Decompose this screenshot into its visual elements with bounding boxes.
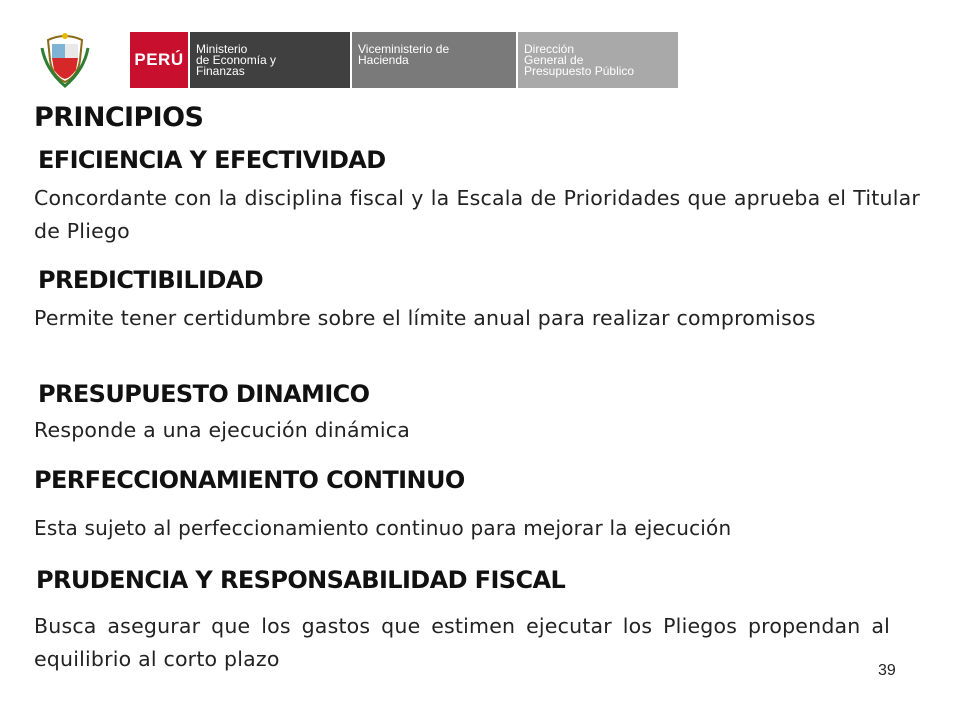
section-heading: PRUDENCIA Y RESPONSABILIDAD FISCAL <box>36 566 566 594</box>
section-text: Concordante con la disciplina fiscal y la Escala de Prioridades que aprueba el Titular de Pliego <box>34 186 920 243</box>
directorate-box <box>518 32 678 88</box>
page-number: 39 <box>878 662 896 679</box>
peru-brand: PERÚ <box>130 32 188 88</box>
directorate-line-2: General de <box>524 53 584 67</box>
vice-ministry-line-2: Hacienda <box>358 53 409 67</box>
header <box>40 30 640 88</box>
page-title: PRINCIPIOS <box>34 102 204 133</box>
directorate-line-3: Presupuesto Público <box>524 64 635 78</box>
section-text: Responde a una ejecución dinámica <box>34 418 411 442</box>
section-heading: PERFECCIONAMIENTO CONTINUO <box>34 466 465 494</box>
ministry-line-3: Finanzas <box>196 64 245 78</box>
vice-ministry-box <box>352 32 516 88</box>
section-heading: PREDICTIBILIDAD <box>38 266 264 294</box>
section-heading: EFICIENCIA Y EFECTIVIDAD <box>38 146 386 174</box>
coat-of-arms-icon <box>40 30 90 88</box>
section-text: Permite tener certidumbre sobre el límite anual para realizar compromisos <box>34 306 816 330</box>
ministry-line-2: de Economía y <box>196 53 277 67</box>
ministry-line-1: Ministerio <box>196 42 248 56</box>
section-text: Esta sujeto al perfeccionamiento continuo para mejorar la ejecución <box>34 516 732 540</box>
vice-ministry-line-1: Viceministerio de <box>358 42 450 56</box>
section-text: Busca asegurar que los gastos que estimen ejecutar los Pliegos propendan al equilibrio al corto plazo <box>34 614 890 671</box>
ministry-box <box>190 32 350 88</box>
section-heading: PRESUPUESTO DINAMICO <box>38 380 370 408</box>
directorate-line-1: Dirección <box>524 42 575 56</box>
